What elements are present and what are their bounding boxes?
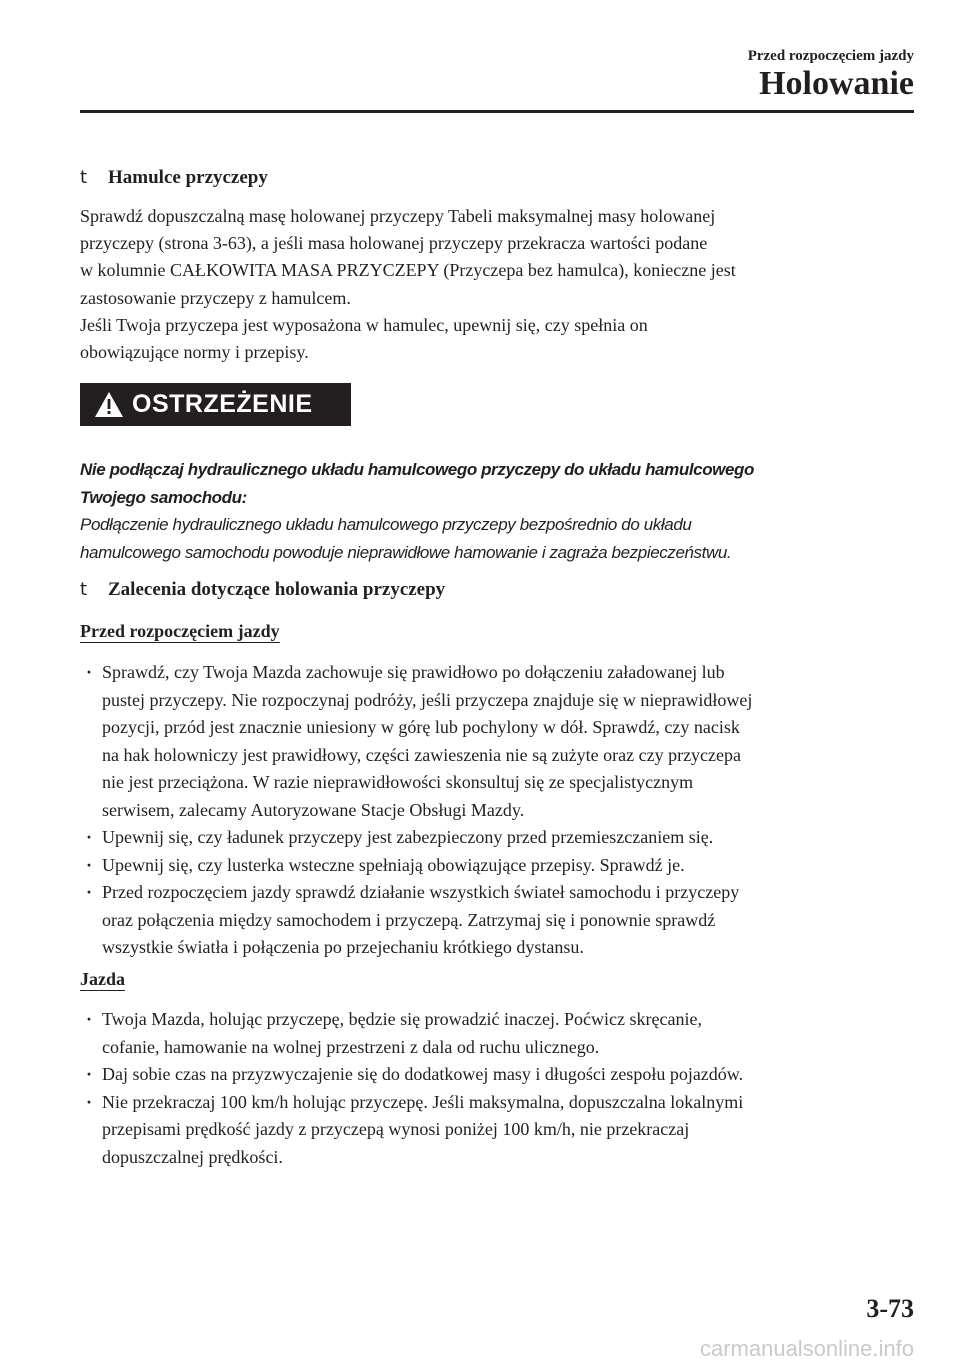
list-item-line: na hak holowniczy jest prawidłowy, części zawieszenia nie są zużyte oraz czy przyczepa: [102, 744, 742, 765]
list-item-line: dopuszczalnej prędkości.: [102, 1146, 283, 1167]
list-item-line: Przed rozpoczęciem jazdy sprawdź działanie wszystkich świateł samochodu i przyczepy: [102, 882, 740, 902]
list-item-line: serwisem, zalecamy Autoryzowane Stacje Obsługi Mazdy.: [102, 799, 525, 820]
bullet-icon: ·: [86, 882, 93, 902]
bullet-icon: ·: [86, 854, 93, 875]
bullet-icon: ·: [86, 662, 93, 682]
list-item-line: przepisami prędkość jazdy z przyczepą wynosi poniżej 100 km/h, nie przekraczaj: [102, 1119, 690, 1139]
subheading-driving: Jazda: [80, 969, 125, 989]
paragraph-line: przyczepy (strona 3-63), a jeśli masa holowanej przyczepy przekracza wartości podane: [80, 233, 708, 254]
list-item-line: Daj sobie czas na przyzwyczajenie się do dodatkowej masy i długości zespołu pojazdów.: [102, 1064, 744, 1084]
warning-bold-line: Nie podłączaj hydraulicznego układu hamulcowego przyczepy do układu hamulcowego: [80, 460, 755, 479]
section-heading-text: Zalecenia dotyczące holowania przyczepy: [108, 579, 446, 600]
paragraph-line: zastosowanie przyczepy z hamulcem.: [80, 287, 351, 308]
page-title: Holowanie: [759, 65, 914, 102]
list-item: [80, 824, 930, 852]
list-item-line: cofanie, hamowanie na wolnej przestrzeni z dala od ruchu ulicznego.: [102, 1036, 600, 1057]
section-marker-icon: t: [80, 167, 88, 188]
list-item: [80, 879, 930, 962]
paragraph-line: Sprawdź dopuszczalną masę holowanej przyczepy Tabeli maksymalnej masy holowanej: [80, 206, 716, 226]
list-item-line: wszystkie światła i połączenia po przejechaniu krótkiego dystansu.: [102, 937, 584, 957]
list-item-line: Sprawdź, czy Twoja Mazda zachowuje się prawidłowo po dołączeniu załadowanej lub: [102, 662, 725, 682]
warning-label: OSTRZEŻENIE: [132, 390, 313, 418]
page-number: 3-73: [866, 1294, 914, 1323]
driving-list: [80, 1006, 930, 1171]
list-item-line: pozycji, przód jest znacznie uniesiony w górę lub pochylony w dół. Sprawdź, czy nacisk: [102, 717, 740, 737]
header-divider: [80, 110, 914, 113]
list-item-line: nie jest przeciążona. W razie nieprawidłowości skonsultuj się ze specjalistycznym: [102, 772, 694, 792]
site-watermark: carmanualsonline.info: [699, 1336, 914, 1361]
section-marker-icon: t: [80, 579, 88, 600]
section-heading-text: Hamulce przyczepy: [108, 167, 268, 188]
list-item-line: oraz połączenia między samochodem i przyczepą. Zatrzymaj się i ponownie sprawdź: [102, 909, 716, 930]
paragraph-line: w kolumnie CAŁKOWITA MASA PRZYCZEPY (Przyczepa bez hamulca), konieczne jest: [80, 260, 736, 281]
before-driving-list: [80, 659, 930, 962]
list-item: [80, 1006, 930, 1061]
bullet-icon: ·: [86, 1091, 93, 1112]
list-item-line: pustej przyczepy. Nie rozpoczynaj podróży, jeśli przyczepa znajduje się w nieprawidłowej: [102, 689, 753, 710]
list-item: [80, 1089, 930, 1172]
section-heading-towing-tips: [80, 578, 445, 602]
warning-badge: [80, 383, 351, 426]
list-item-line: Upewnij się, czy ładunek przyczepy jest zabezpieczony przed przemieszczaniem się.: [102, 827, 714, 847]
warning-body-line: hamulcowego samochodu powoduje nieprawidłowe hamowanie i zagraża bezpieczeństwu.: [80, 542, 732, 562]
chapter-title: Przed rozpoczęciem jazdy: [747, 48, 914, 64]
list-item-line: Nie przekraczaj 100 km/h holując przyczepę. Jeśli maksymalna, dopuszczalna lokalnymi: [102, 1091, 744, 1112]
subheading-before-driving: Przed rozpoczęciem jazdy: [80, 621, 280, 641]
trailer-brakes-paragraph: [80, 203, 920, 366]
paragraph-line: obowiązujące normy i przepisy.: [80, 342, 309, 363]
bullet-icon: ·: [86, 1009, 93, 1029]
warning-triangle-icon: [94, 391, 124, 418]
list-item: [80, 659, 930, 824]
section-heading-trailer-brakes: [80, 166, 268, 190]
warning-body-line: Podłączenie hydraulicznego układu hamulcowego przyczepy bezpośrednio do układu: [80, 515, 692, 534]
list-item: [80, 852, 930, 880]
list-item-line: Twoja Mazda, holując przyczepę, będzie się prowadzić inaczej. Poćwicz skręcanie,: [102, 1009, 702, 1029]
warning-text-block: [80, 456, 920, 566]
bullet-icon: ·: [86, 1064, 93, 1084]
list-item-line: Upewnij się, czy lusterka wsteczne spełniają obowiązujące przepisy. Sprawdź je.: [102, 854, 685, 875]
bullet-icon: ·: [86, 827, 93, 847]
list-item: [80, 1061, 930, 1089]
paragraph-line: Jeśli Twoja przyczepa jest wyposażona w hamulec, upewnij się, czy spełnia on: [80, 314, 648, 335]
warning-bold-line: Twojego samochodu:: [80, 487, 247, 507]
